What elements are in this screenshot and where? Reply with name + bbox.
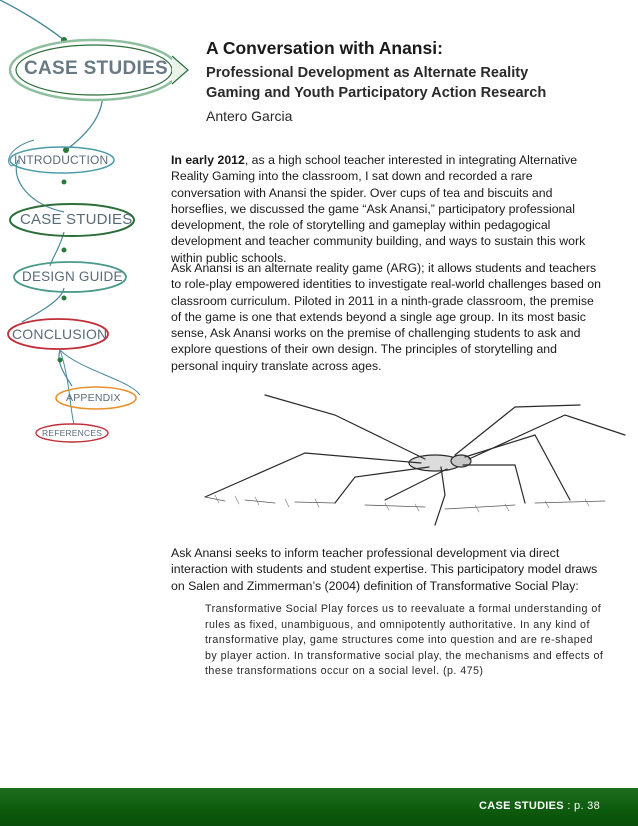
spider-leg	[265, 395, 425, 459]
branch-line	[22, 288, 64, 322]
paragraph-1-text: , as a high school teacher interested in integrating Alternative Reality Gaming into the classroom, I sat down and recorded a rare conversation with Anansi the spider. Over cups of tea and biscuits and horseflies, we discussed the game “Ask Anansi,” participatory professional development, the role of storytelling and gameplay within pedagogical development and teacher community building, and ways to sustain this work within public schools.	[171, 153, 586, 265]
article-subtitle-line1: Professional Development as Alternate Reality	[206, 65, 529, 81]
footer-section: CASE STUDIES	[479, 800, 564, 812]
spider-leg	[463, 465, 525, 503]
nav-introduction[interactable]: INTRODUCTION	[14, 153, 109, 167]
ground-scribble	[205, 497, 605, 509]
spider-sketch-image	[185, 385, 635, 530]
paragraph-1-lead: In early 2012	[171, 153, 245, 167]
nav-design-guide[interactable]: DESIGN GUIDE	[22, 269, 123, 284]
branch-line	[0, 0, 64, 40]
block-quote: Transformative Social Play forces us to reevaluate a formal understanding of rules as fixed, unambiguous, and omnipotently authoritative. In any kind of transformative play, game structures come into question and are re-shaped by player action. In transformative social play, the mechanisms and effects of these transformations occur on a social level. (p. 475)	[205, 603, 604, 677]
paragraph-1	[171, 152, 603, 266]
branch-line	[60, 350, 140, 395]
footer-bar	[0, 788, 638, 826]
branch-node	[58, 358, 63, 363]
spider-leg	[205, 453, 421, 497]
branch-line	[59, 350, 72, 386]
spider-leg	[385, 469, 447, 500]
spider-leg	[455, 405, 580, 455]
badge-arrow-icon	[172, 56, 188, 84]
branch-node	[62, 296, 67, 301]
article-subtitle-line2: Gaming and Youth Participatory Action Research	[206, 85, 547, 101]
nav-case-studies[interactable]: CASE STUDIES	[20, 211, 133, 228]
spider-leg	[465, 435, 570, 500]
branch-node	[62, 248, 67, 253]
paragraph-2: Ask Anansi is an alternate reality game (ARG); it allows students and teachers to role-play empowered identities to investigate real-world challenges based on classroom curriculum. Piloted in 2011 in a ninth-grade classroom, the premise of the game is one that extends beyond a single age group. In its most basic sense, Ask Anansi works on the premise of challenging students to ask and explore questions of their own design. The principles of storytelling and personal inquiry translate across ages.	[171, 261, 601, 373]
case-studies-badge-label[interactable]: CASE STUDIES	[24, 58, 169, 79]
ground-hatch	[215, 495, 589, 512]
article-title: A Conversation with Anansi:	[206, 38, 443, 58]
author-name: Antero Garcia	[206, 108, 293, 124]
nav-references[interactable]: REFERENCES	[42, 428, 103, 438]
footer-page-info	[479, 800, 600, 812]
paragraph-3: Ask Anansi seeks to inform teacher professional development via direct interaction with students and student expertise. This participatory model draws on Salen and Zimmerman’s (2004) definition of Transformative Social Play:	[171, 546, 598, 593]
nav-appendix[interactable]: APPENDIX	[66, 392, 121, 404]
branch-node	[62, 180, 67, 185]
footer-page-number: : p. 38	[567, 800, 600, 812]
nav-conclusion[interactable]: CONCLUSION	[12, 326, 108, 342]
article-header	[206, 38, 626, 124]
spider-leg	[469, 415, 625, 459]
spider-leg	[435, 467, 445, 525]
